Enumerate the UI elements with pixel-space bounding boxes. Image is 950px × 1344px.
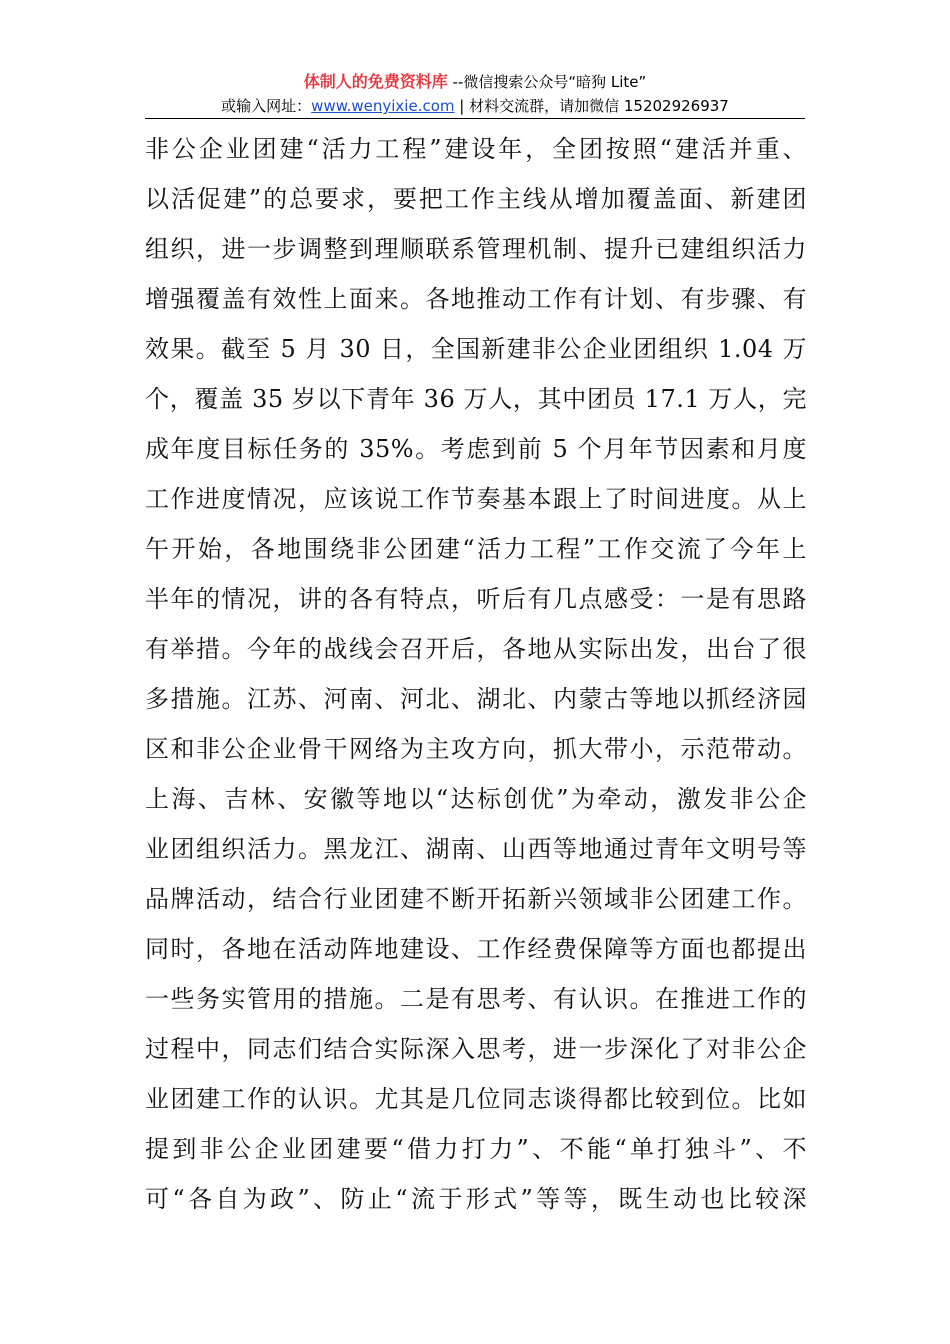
text-line: 有举措。今年的战线会召开后，各地从实际出发，出台了很 (145, 635, 807, 663)
text-line: 品牌活动，结合行业团建不断开拓新兴领域非公团建工作。 (145, 885, 807, 913)
text-line: 非公企业团建“活力工程”建设年，全团按照“建活并重、 (145, 135, 807, 163)
text-line: 业团建工作的认识。尤其是几位同志谈得都比较到位。比如 (145, 1085, 807, 1113)
text-line: 以活促建”的总要求，要把工作主线从增加覆盖面、新建团 (145, 185, 807, 213)
header-divider (145, 118, 805, 119)
text-line: 个，覆盖 35 岁以下青年 36 万人，其中团员 17.1 万人，完 (145, 385, 807, 413)
brand-title: 体制人的免费资料库 (303, 72, 448, 91)
text-line: 上海、吉林、安徽等地以“达标创优”为牵动，激发非公企 (145, 785, 807, 813)
text-line: 业团组织活力。黑龙江、湖南、山西等地通过青年文明号等 (145, 835, 807, 863)
text-line: 同时，各地在活动阵地建设、工作经费保障等方面也都提出 (145, 935, 807, 963)
text-line: 组织，进一步调整到理顺联系管理机制、提升已建组织活力 (145, 235, 807, 263)
text-line: 区和非公企业骨干网络为主攻方向，抓大带小，示范带动。 (145, 735, 807, 763)
header-subtitle: --微信搜索公众号“暗狗 Lite” (447, 73, 647, 91)
text-line: 成年度目标任务的 35%。考虑到前 5 个月年节因素和月度 (145, 435, 807, 463)
text-line: 增强覆盖有效性上面来。各地推动工作有计划、有步骤、有 (145, 285, 807, 313)
text-line: 效果。截至 5 月 30 日，全国新建非公企业团组织 1.04 万 (145, 335, 807, 363)
text-line: 半年的情况，讲的各有特点，听后有几点感受：一是有思路 (145, 585, 807, 613)
text-line: 可“各自为政”、防止“流于形式”等等，既生动也比较深 (145, 1185, 807, 1213)
text-line: 工作进度情况，应该说工作节奏基本跟上了时间进度。从上 (145, 485, 807, 513)
text-line: 提到非公企业团建要“借力打力”、不能“单打独斗”、不 (145, 1135, 807, 1163)
text-line: 过程中，同志们结合实际深入思考，进一步深化了对非公企 (145, 1035, 807, 1063)
body-paragraph (145, 124, 807, 1224)
website-link[interactable]: www.wenyixie.com (311, 97, 455, 115)
contact-info: | 材料交流群，请加微信 15202926937 (454, 97, 729, 115)
page-header (145, 70, 805, 118)
text-line: 多措施。江苏、河南、河北、湖北、内蒙古等地以抓经济园 (145, 685, 807, 713)
header-line-2 (145, 94, 805, 118)
header-line-1 (145, 70, 805, 94)
url-prefix: 或输入网址： (221, 97, 312, 115)
text-line: 一些务实管用的措施。二是有思考、有认识。在推进工作的 (145, 985, 807, 1013)
text-line: 午开始，各地围绕非公团建“活力工程”工作交流了今年上 (145, 535, 807, 563)
